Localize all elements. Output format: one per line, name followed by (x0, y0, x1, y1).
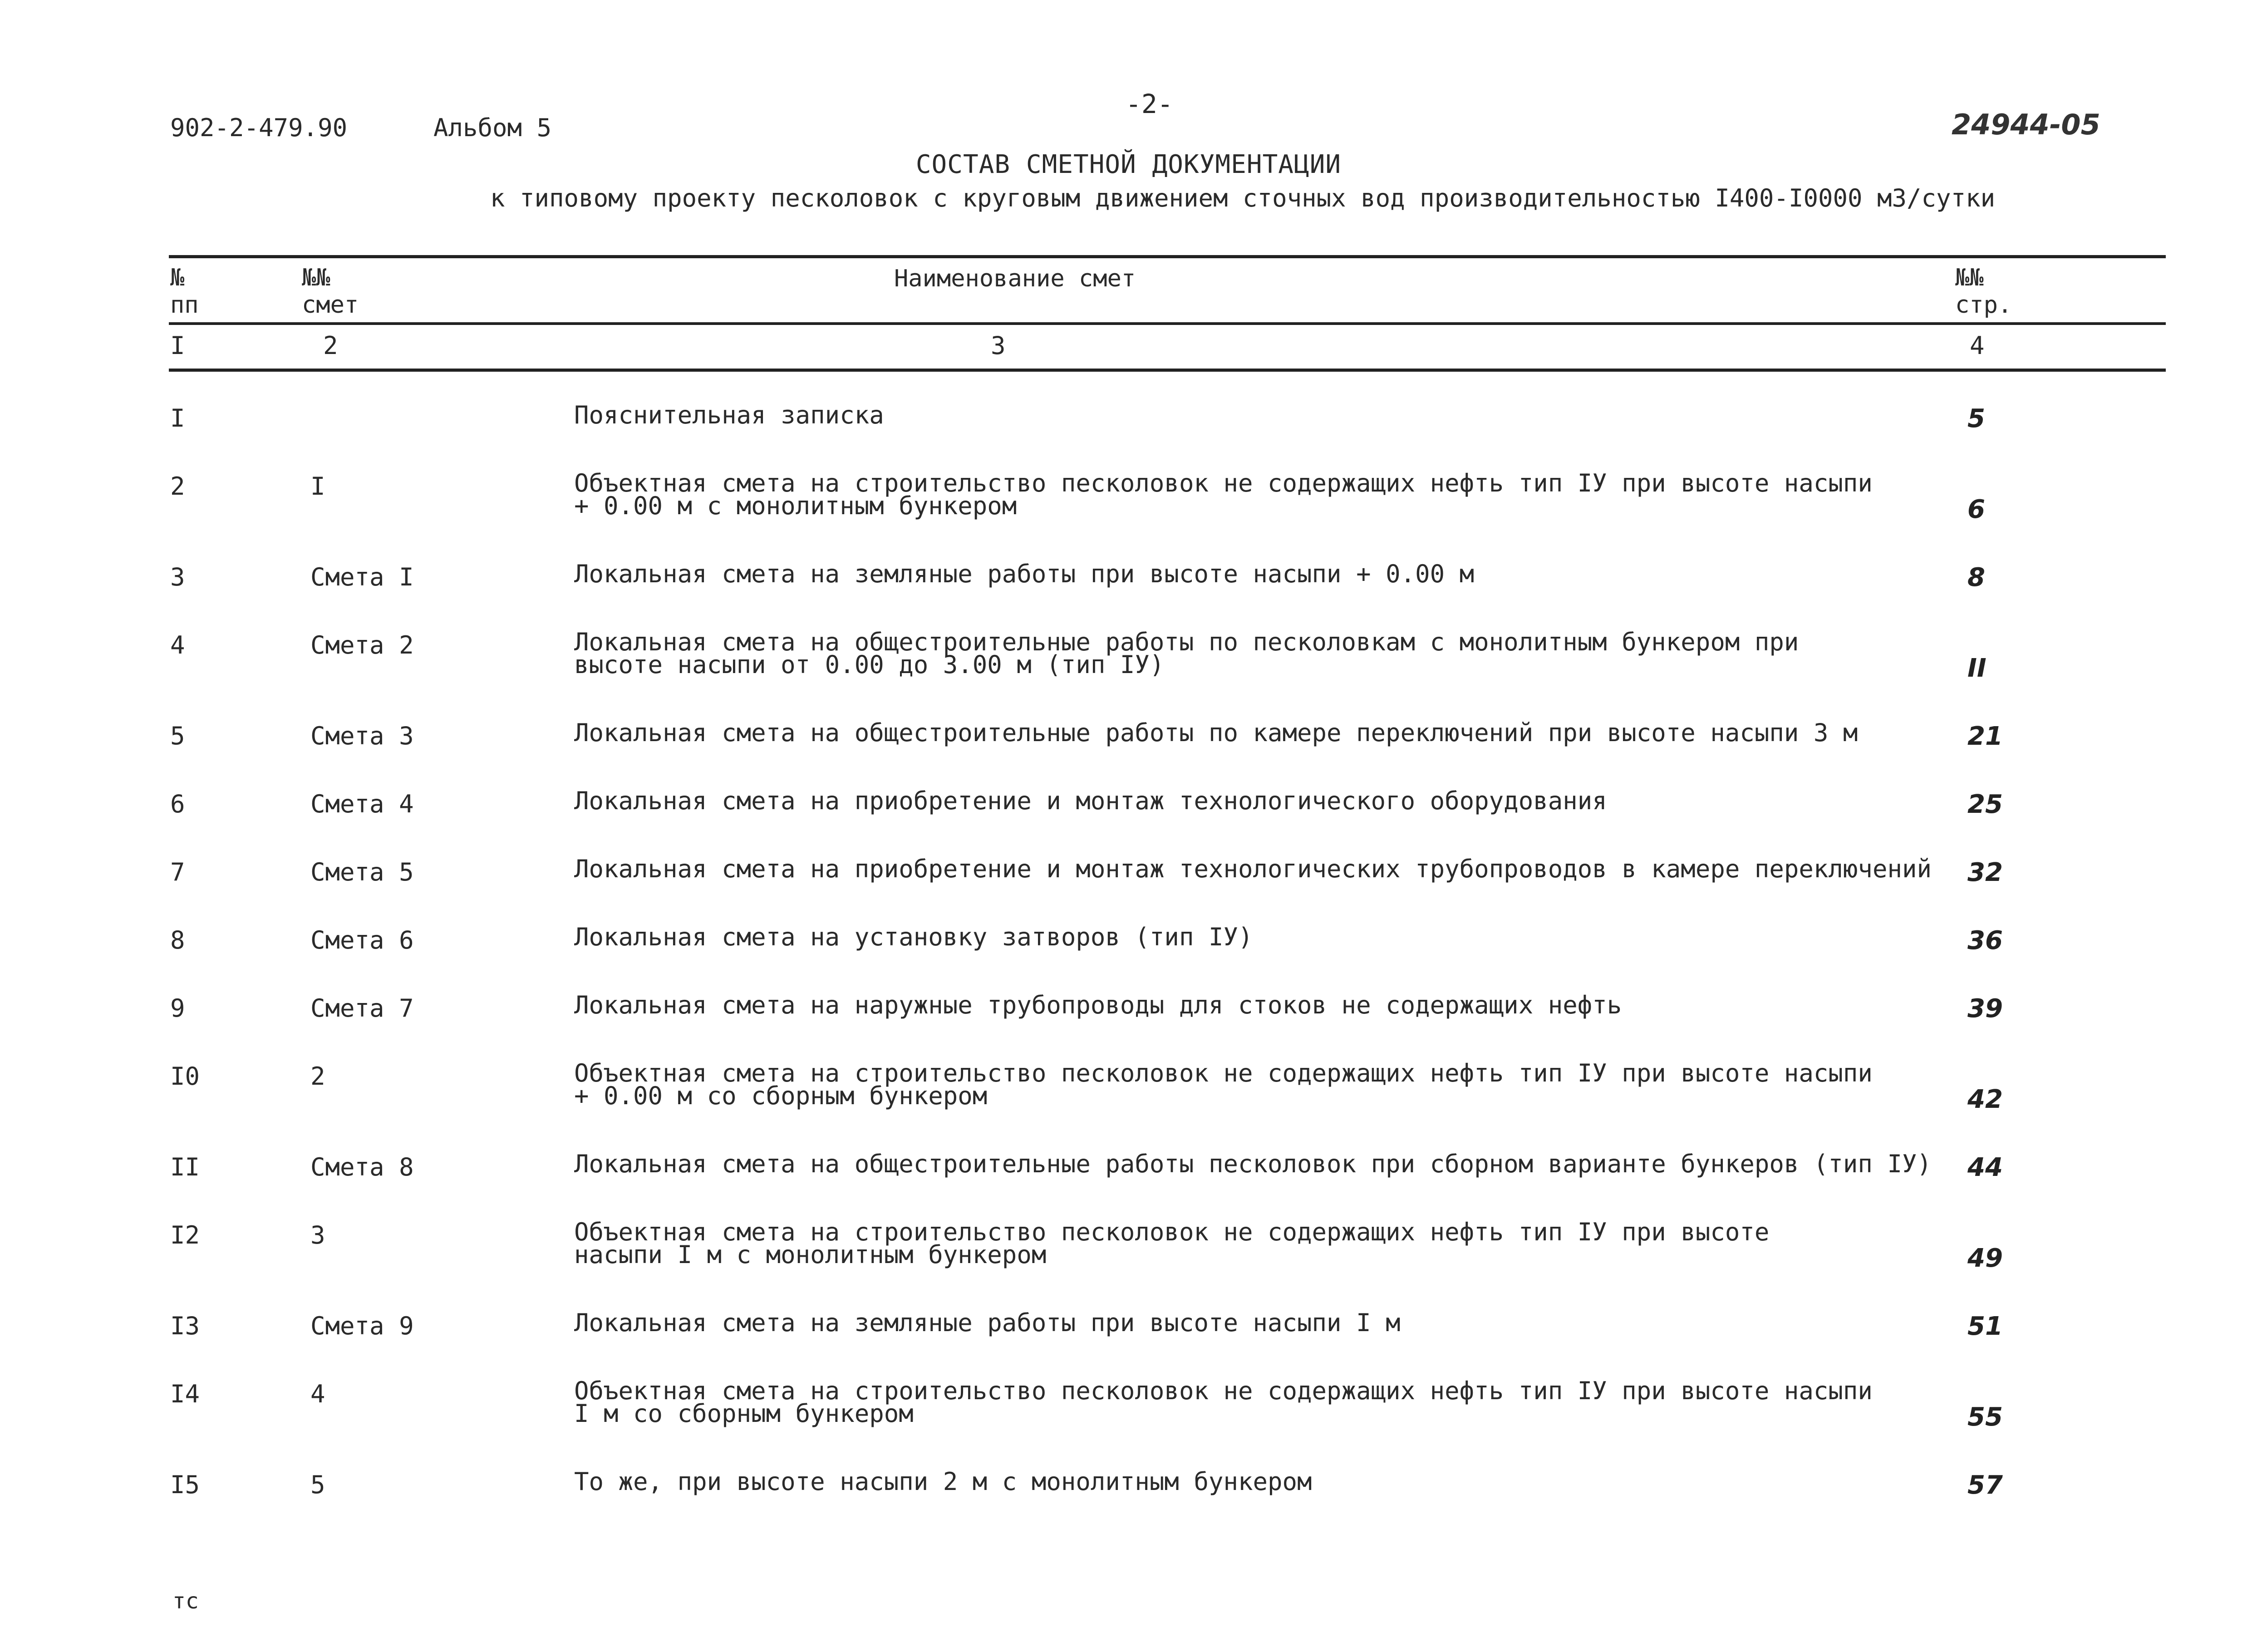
table-column-numbers-rule (169, 369, 2166, 372)
row-page-number: 32 (1967, 858, 2003, 887)
header-row-number-line1: № (170, 264, 185, 291)
row-page-number: 5 (1967, 404, 1985, 433)
document-subtitle: к типовому проекту песколовок с круговым движением сточных вод производительностью I400-I0000 м3/сутки (490, 184, 1996, 212)
row-estimate-name: Локальная смета на общестроительные работы по камере переключений при высоте насыпи 3 м (574, 718, 1858, 747)
row-number: I4 (170, 1380, 200, 1408)
row-page-number: 6 (1967, 495, 1985, 524)
header-estimate-name: Наименование смет (894, 265, 1136, 292)
row-estimate-number: Смета 2 (310, 631, 414, 659)
row-page-number: II (1967, 654, 1987, 683)
row-estimate-number: Смета 4 (310, 790, 414, 818)
document-code: 902-2-479.90 (170, 113, 348, 142)
row-estimate-number: 2 (310, 1062, 325, 1091)
row-page-number: 8 (1967, 563, 1985, 592)
header-estimate-number-line2: смет (302, 291, 359, 319)
row-page-number: 57 (1967, 1470, 2003, 1500)
row-estimate-number: I (310, 472, 325, 501)
column-number-1: I (170, 331, 185, 360)
header-page-number-line2: стр. (1955, 291, 2012, 319)
album-label: Альбом 5 (433, 113, 552, 142)
row-estimate-name: Локальная смета на общестроительные работы по песколовкам с монолитным бункером при высоте насыпи от 0.00 до 3.00 м (тип IУ) (574, 628, 1799, 679)
row-estimate-number: Смета 3 (310, 722, 414, 750)
row-estimate-name: Локальная смета на наружные трубопроводы для стоков не содержащих нефть (574, 991, 1622, 1019)
row-estimate-number: 4 (310, 1380, 325, 1408)
row-number: 9 (170, 994, 185, 1023)
row-page-number: 49 (1967, 1244, 2003, 1273)
row-estimate-name: Локальная смета на земляные работы при высоте насыпи + 0.00 м (574, 560, 1475, 588)
row-estimate-number: Смета I (310, 563, 414, 591)
row-number: 4 (170, 631, 185, 659)
table-top-rule (169, 255, 2166, 258)
row-page-number: 21 (1967, 722, 2003, 751)
row-number: I5 (170, 1470, 200, 1499)
row-number: 2 (170, 472, 185, 501)
row-number: 8 (170, 926, 185, 954)
archive-stamp: 24944-05 (1952, 108, 2100, 141)
row-number: I3 (170, 1312, 200, 1340)
row-estimate-name: Объектная смета на строительство песколовок не содержащих нефть тип IУ при высоте насыпи + 0.00 м со сборным бункером (574, 1059, 1873, 1110)
column-number-2: 2 (323, 331, 338, 360)
column-number-3: 3 (991, 331, 1006, 360)
row-number: 3 (170, 563, 185, 591)
row-page-number: 44 (1967, 1153, 2003, 1182)
row-estimate-name: Локальная смета на установку затворов (тип IУ) (574, 923, 1253, 951)
header-estimate-number-line1: №№ (302, 264, 330, 291)
row-estimate-name: Объектная смета на строительство песколовок не содержащих нефть тип IУ при высоте насыпи + 0.00 м с монолитным бункером (574, 469, 1873, 520)
header-estimate-number (302, 264, 359, 319)
row-page-number: 39 (1967, 994, 2003, 1023)
row-estimate-number: Смета 9 (310, 1312, 414, 1340)
row-number: 7 (170, 858, 185, 886)
table-header-rule (169, 322, 2166, 325)
row-number: I (170, 404, 185, 433)
row-estimate-name: Локальная смета на земляные работы при высоте насыпи I м (574, 1308, 1401, 1337)
row-page-number: 36 (1967, 926, 2003, 955)
row-estimate-name: Локальная смета на приобретение и монтаж технологических трубопроводов в камере переключений (574, 855, 1932, 883)
row-estimate-name: Локальная смета на общестроительные работы песколовок при сборном варианте бункеров (тип IУ) (574, 1150, 1932, 1178)
row-number: I0 (170, 1062, 200, 1091)
page-number: -2- (1126, 88, 1173, 119)
column-number-4: 4 (1970, 331, 1985, 360)
row-page-number: 51 (1967, 1312, 2003, 1341)
row-estimate-number: 3 (310, 1221, 325, 1249)
header-row-number-line2: пп (170, 291, 199, 319)
row-page-number: 55 (1967, 1402, 2003, 1432)
header-page-number (1955, 264, 2012, 319)
row-estimate-name: Объектная смета на строительство песколовок не содержащих нефть тип IУ при высоте насыпи I м со сборным бункером (574, 1377, 1873, 1428)
row-page-number: 25 (1967, 790, 2003, 819)
row-number: I2 (170, 1221, 200, 1249)
row-estimate-number: Смета 6 (310, 926, 414, 954)
header-page-number-line1: №№ (1955, 264, 1984, 291)
document-title: СОСТАВ СМЕТНОЙ ДОКУМЕНТАЦИИ (915, 150, 1342, 179)
row-estimate-name: Пояснительная записка (574, 401, 884, 429)
row-page-number: 42 (1967, 1085, 2003, 1114)
row-number: II (170, 1153, 200, 1181)
header-row-number (170, 264, 199, 319)
row-estimate-number: Смета 7 (310, 994, 414, 1023)
footer-mark: тс (172, 1588, 199, 1614)
row-estimate-number: Смета 5 (310, 858, 414, 886)
row-estimate-name: То же, при высоте насыпи 2 м с монолитным бункером (574, 1467, 1312, 1496)
row-estimate-name: Локальная смета на приобретение и монтаж технологического оборудования (574, 787, 1607, 815)
row-estimate-number: 5 (310, 1470, 325, 1499)
row-estimate-number: Смета 8 (310, 1153, 414, 1181)
row-number: 5 (170, 722, 185, 750)
row-estimate-name: Объектная смета на строительство песколовок не содержащих нефть тип IУ при высоте насыпи I м с монолитным бункером (574, 1218, 1770, 1269)
row-number: 6 (170, 790, 185, 818)
